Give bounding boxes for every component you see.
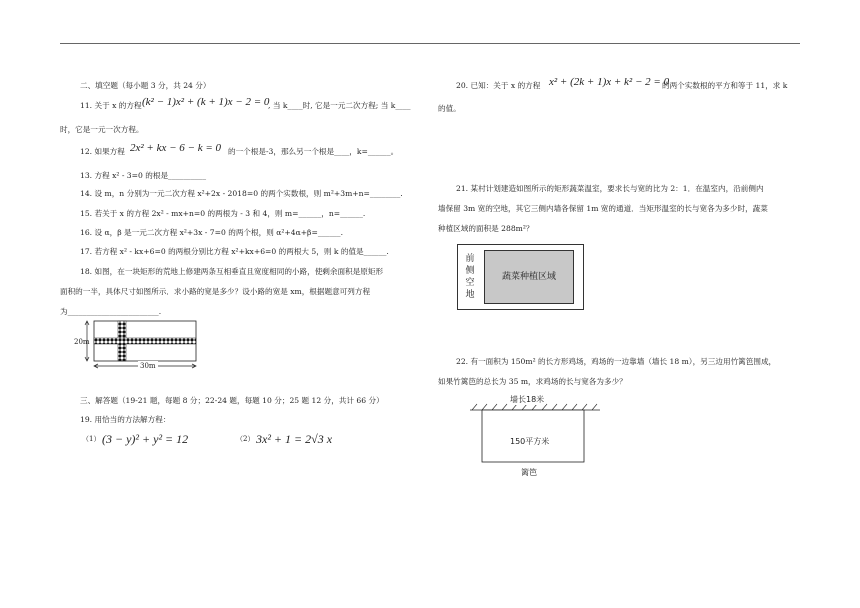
q20-equation: x² + (2k + 1)x + k² − 2 = 0 (549, 76, 670, 88)
q16: 16. 设 α，β 是一元二次方程 x²+3x - 7=0 的两个根，则 α²+4α+β=______. (80, 228, 344, 237)
q21-side-char-1: 前 (465, 254, 475, 264)
q21-line3: 种植区域的面积是 288m²？ (438, 224, 534, 233)
q12-suffix: 的一个根是-3，那么另一个根是____，k=______。 (228, 147, 399, 156)
q20-prefix: 20. 已知：关于 x 的方程 (456, 81, 541, 90)
q18-line3: 为________________________. (60, 307, 162, 316)
q22-area-label: 150平方米 (510, 437, 550, 446)
section3-title: 三、解答题（19-21 题，每题 8 分；22-24 题，每题 10 分；25 题 12 分，共计 66 分） (80, 396, 384, 405)
q19-2-equation: 3x² + 1 = 2√3 x (256, 432, 333, 446)
q21-line2: 墙保留 3m 宽的空地，其它三侧内墙各保留 1m 宽的通道．当矩形温室的长与宽各为多少时，蔬菜 (438, 204, 768, 213)
q19: 19. 用恰当的方法解方程： (80, 415, 171, 424)
q14: 14. 设 m，n 分别为一元二次方程 x²+2x - 2018=0 的两个实数根，则 m²+3m+n=________. (80, 189, 403, 198)
q18-line2: 面积的一半，具体尺寸如图所示．求小路的宽是多少？设小路的宽是 xm，根据题意可列方程 (60, 287, 371, 296)
q13: 13. 方程 x² - 3=0 的根是__________ (80, 171, 207, 180)
q22-figure (460, 400, 610, 464)
q17: 17. 若方程 x² - kx+6=0 的两根分别比方程 x²+kx+6=0 的两根大 5，则 k 的值是______. (80, 247, 389, 256)
q12-prefix: 12. 如果方程 (80, 147, 125, 156)
q22-fence-label: 篱笆 (521, 468, 537, 477)
q12-equation: 2x² + kx − 6 − k = 0 (130, 142, 222, 154)
q21-side-char-4: 地 (465, 290, 475, 300)
q11-prefix: 11. 关于 x 的方程 (80, 101, 142, 110)
q21-figure (457, 244, 584, 310)
q11-line2: 时，它是一元一次方程。 (60, 125, 144, 134)
q18-line1: 18. 如图，在一块矩形的荒地上修建两条互相垂直且宽度相同的小路，使剩余面积是原矩形 (80, 267, 384, 276)
q21-line1: 21. 某村计划建造如图所示的矩形蔬菜温室，要求长与宽的比为 2：1．在温室内，沿前侧内 (456, 184, 764, 193)
q19-2-label: （2） (236, 435, 255, 443)
q22-line2: 如果竹篱笆的总长为 35 m，求鸡场的长与宽各为多少？ (438, 377, 627, 386)
q22-wall-label: 墙长18米 (510, 395, 545, 404)
q15: 15. 若关于 x 的方程 2x² - mx+n=0 的两根为 - 3 和 4，则 m=______，n=______. (80, 209, 366, 218)
q20-suffix: 的两个实数根的平方和等于 11，求 k (662, 81, 788, 90)
q18-width-label: 30m (140, 362, 156, 370)
q22-line1: 22. 有一面积为 150m² 的长方形鸡场，鸡场的一边靠墙（墙长 18 m），另三边用竹篱笆围成， (456, 357, 777, 366)
q21-front-strip (458, 245, 482, 309)
q19-1-equation: (3 − y)² + y² = 12 (102, 432, 189, 446)
q19-1-label: （1） (82, 435, 101, 443)
q20-line2: 的值。 (438, 104, 461, 113)
q21-side-char-2: 侧 (465, 266, 475, 276)
q21-side-char-3: 空 (465, 278, 475, 288)
q18-height-label: 20m (74, 338, 90, 346)
q11-suffix: , 当 k____时, 它是一元二次方程; 当 k____ (268, 101, 411, 110)
q11-equation: (k² − 1)x² + (k + 1)x − 2 = 0 (142, 96, 270, 108)
q21-area-label: 蔬菜种植区域 (501, 271, 556, 282)
section2-title: 二、填空题（每小题 3 分，共 24 分） (80, 81, 211, 90)
header-rule (60, 43, 800, 44)
q21-planting-area (484, 250, 574, 304)
